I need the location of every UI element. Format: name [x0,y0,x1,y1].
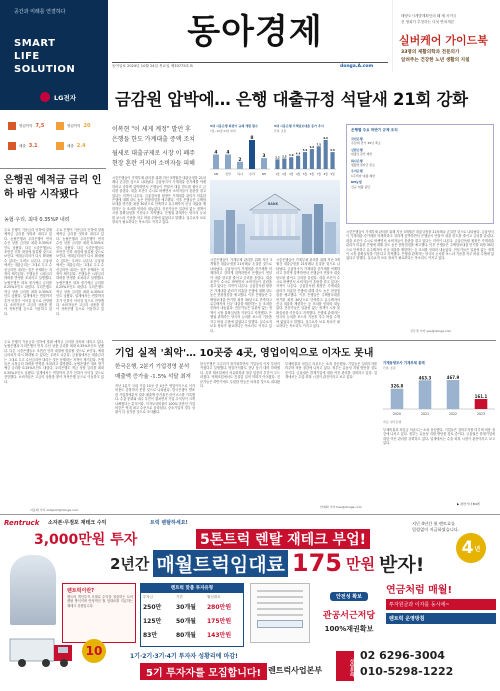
big-banner [110,549,450,577]
lead-body: 시중은행들이 가계부채 관리를 위해 지난 3개월간 대출규정을 21차례나 손질한 것으로 나타났다. 금융당국이 가계대출 증가세를 억제하라고 강하게 압박하면서 은행들이 연달아 대출 한도를 줄이고 금리를 올렸다. 대출 조건이 수시로 바뀌면서 소비자들이 혼란을 겪고 있다는 지적이 나온다. 금융감독원 원장은 가계대출 관리가 미흡한 은행에 대해 강도 높은 현장점검을 예고했다. 이후 은행들은 주택담보대출 만기를 최장 30년으로 단축하고 유주택자의 신규 대출을 제한하는 등 조치를 잇따라 내놓았다. 전문가들은 일관성 없는 정책이 시장 불확실성을 키운다고 지적했다. 은행권 관계자는 당국의 눈치를 보느라 기준을 자주 바꿀 수밖에 없었다고 말했다. 실수요자 보호 장치가 필요하다는 목소리도 커지고 있다. [112,176,206,225]
left-col-rule [0,168,106,169]
regulation-box [346,124,494,224]
tick-label: 하나 [237,172,243,176]
intro-title: 렌트럭이란? [67,588,95,594]
tick-label: 3월 [289,173,294,176]
contract-document-icon [250,583,310,643]
city-skyline-icon [210,180,340,254]
bar [317,146,321,169]
regulation-item: 생활안정자금 한도 [351,163,376,168]
stat-4-value: 2.4 [76,143,86,149]
dates-line: 1기·2기·3기·4기 투자자 성황리에 마감! [130,653,238,660]
fee-cell: 125만 [143,618,162,625]
fee-cell: 250만 [143,604,162,611]
stat-1-label: 영업이익 [19,123,33,128]
tick-label: NH [261,172,267,176]
fee-header: 월임대료 [207,595,221,599]
tick-label: KB [213,172,219,176]
fee-cell: 30개월 [176,604,196,611]
spokesperson-photo [10,555,56,625]
lead-byline: 신무경 기자 yes@donga.com [410,329,452,333]
chart3-note: 부채비율과 차입금 의존도는 소폭 상승했다. 기업들은 설비투자를 미루며 비용 절감에 나서고 있다. 정부는 유동성 지원 방안을 검토 중이다. 금융권은 한계기업에 대한 여신 관리를 강화하고 있다. 업계에서는 수출 회복 시점이 관건이라고 보고 있다. [383,428,495,446]
safety-title: 안전성 확보 [330,592,368,601]
second-byline: 한재희 기자 hee@donga.com [320,505,362,509]
regulation-item: 신규 대출 중단 [351,184,371,189]
data-label: 5.6 [302,149,308,153]
fee-row [143,602,241,611]
bar [310,149,314,169]
masthead-site[interactable]: donga.A.com [340,64,374,69]
chart2 [274,124,336,176]
tick-label: 9월 [330,173,335,176]
lg-ad[interactable] [0,0,108,166]
fee-title: 렌트럭 맞춤 투자유형 [141,584,243,593]
lead-sub-3: 월세로 대출규제로 시장 이 폐주 [112,150,195,157]
stat-1 [8,118,52,134]
chart1-subtitle: 7월~10월 23일 현재 [210,129,236,133]
lg-logo-icon [40,92,50,102]
data-label: 2 [238,157,242,163]
call-button[interactable]: 상담문의 [336,651,354,681]
tick-label: 2022 [448,412,458,416]
regulation-box-title: 은행별 주요 하반기 규제 조치 [351,128,398,132]
lead-sub-1: 이복현 "이 세게 계정" 발언 후 [112,126,191,133]
masthead-title[interactable]: 동아경제 [187,12,323,52]
lg-ad-line-2: LIFE [14,51,40,62]
phone-2[interactable]: 010-5298-1222 [360,665,454,678]
lead-headline[interactable]: 금감원 압박에… 은행 대출규정 석달새 21회 강화 [115,90,468,109]
lg-ad-line-3: SOLUTION [14,64,76,75]
truck-icon [8,633,78,669]
second-headline[interactable]: 기업 실적 '최악'… 10곳중 4곳, 영업이익으로 이자도 못내 [115,348,374,359]
bar [261,158,267,169]
safety-line-1: 관공서근저당 [322,611,376,621]
tick-label: 7월 [316,173,321,176]
chart1 [210,124,270,176]
big-mid: 매월트럭임대료 [153,550,287,577]
silver-ad-small-1: 태양도시개발계획인의 왜 제 서거국 [401,14,457,18]
fee-cell: 143만원 [207,632,232,639]
regulation-item: 하나은행 [351,158,363,163]
stat-4 [56,138,102,154]
silver-ad-small-2: 전 영희가 추천하는 다섯 반치개론 [401,20,455,24]
intro-text: 렌트럭 개인투자 모델로 수익을 창출하는 트럭 렌탈 방식이며 안정적인 월 임대료를 지급하는 재테크 상품입니다. [67,595,133,608]
big-unit: 만원 [346,554,375,573]
bar [296,156,300,169]
data-label: 4 [226,150,230,156]
second-body-2: 한국은행은 고금리가 장기화하면서 기업들의 이자 부담이 커졌다고 설명했다. 영업이익률도 전년 동기 대비 하락했다. 특히 제조업에서 석유화학과 철강 업종의 부진이 두드러졌다. 비제조업에서도 건설업 실적 악화가 이어졌다. 전문가들은 하반기에도 뚜렷한 반등은 어려울 것으로 내다봤다. [200,362,280,389]
silver-ad-line-2: 알려주는 건강한 노년 생활의 지침 [401,58,470,63]
bar [225,155,231,170]
chart2-title: 5대 시중은행 주택담보대출 증가 추이 [274,124,324,128]
stat-1-value: 7,5 [35,123,45,129]
big-end: 받자! [379,553,425,576]
lg-ad-tagline: 공간과 미래를 연결하다 [14,9,66,15]
tick-label: 6월 [309,173,314,176]
bar [275,159,279,169]
bar [282,158,286,169]
chart3-caption: 자료: 한국은행 [383,420,402,424]
silver-ad[interactable] [392,0,500,72]
company-name: 렌트럭사업본부 [268,666,323,675]
rentruck-logo: Rentruck [4,519,40,527]
bar [391,389,404,409]
regulation-item: 1주택자 대출 제한 [351,173,376,178]
masthead-meta: 동아일보 2024년 10월 24일 목요일 제33775호 B [112,64,193,68]
regulation-item: 대출모집인 제한 [351,152,373,157]
tick-label: 우리 [249,172,255,176]
bar [237,162,243,169]
phone-1[interactable]: 02 6296-3004 [360,649,445,662]
left-col-body-2: 주요 은행이 기준금리 인하에 맞춰 예적금 금리를 잇따라 내리고 있다. 농협은행과 우리은행이 먼저 수신 상품 금리를 최대 0.35%포인트 낮췄다. 다른 시중은행들도 조만간 인하 대열에 합류할 것으로 보인다. 예대금리차가 다시 확대될 수 있다는 우려도 나온다. 금융권에서는 대출금리는 그대로 두고 수신금리만 내리는 것은 문제라는 지적이 제기된다. 은행들은 시장금리 하락을 반영한 조치라고 설명했다. 농협은행은 대표 정기예금 금리를 0.25%포인트 내렸다. 우리은행도 적금 상품 금리를 최대 0.35%포인트 낮췄다. 업계에서는 연말까지 추가 인하가 이어질 것으로 전망했다. 소비자들은 고금리 상품을 찾아 저축은행 등으로 이동하고 있다. [56,228,104,316]
lead-sub-4: 현장 혼란 커지며 소비자들 피해 [112,160,195,167]
second-body-1: 지난 2분기 국내 기업 10곳 중 4곳은 영업이익으로 이자비용도 감당하지 못한 것으로 나타났다. 한국은행이 발표한 기업경영분석 결과 매출액 증가율은 마이너스를 기록했다. 수출 둔화와 내수 부진이 겹치면서 기업 수익성이 크게 나빠졌다는 분석이다. 이자보상비율이 100% 미만인 기업 비중은 역대 최고 수준으로 올라섰다. 중소기업의 경우 상황이 더 심각한 것으로 조사됐다. [115,384,195,415]
data-label: 3.5 [282,155,287,159]
left-col-byline: 이윤태 기자 oldsport@donga.com [30,508,79,512]
data-label: 6.6 [309,146,315,150]
fee-table [140,583,244,647]
rentruck-tag-2: 트럭 렌탈하세요! [150,520,188,526]
fee-cell: 280만원 [207,604,232,611]
chart3 [383,360,495,510]
fee-cell: 83만 [143,632,158,639]
data-label: 326.8 [390,383,404,389]
stat-2 [8,138,52,154]
regulation-item: 국민은행 [351,137,363,141]
second-body-3: 부채비율과 차입금 의존도는 소폭 상승했다. 기업들은 설비투자를 미루며 비용 절감에 나서고 있다. 정부는 유동성 지원 방안을 검토 중이다. 금융권은 한계기업에 대한 여신 관리를 강화하고 있다. 업계에서는 수출 회복 시점이 관건이라고 보고 있다. [285,362,377,380]
chart3-title: 가계동향조사 가계부채 총액 [383,361,425,365]
rentruck-headline-1: 3,000만원 투자 [34,532,138,548]
rentruck-ad[interactable] [0,514,500,691]
data-label: 3 [262,154,266,160]
bar [419,380,432,409]
tick-label: 8월 [323,173,328,176]
lead-sub-2: 은행들 한도 가계대출 증액 조치 [112,136,195,143]
stat-4-label: 매출 [67,143,74,148]
years-badge [456,533,486,563]
second-sub-1: 한국은행, 2분기 기업경영 분석 [115,364,190,370]
tick-label: 2월 [282,173,287,176]
chart3-svg [383,374,495,416]
bar [303,152,307,169]
right-promo [386,581,496,641]
recruit-banner: 5기 투자자를 모집합니다! [140,663,267,680]
left-col-body: 주요 은행이 기준금리 인하에 맞춰 예적금 금리를 잇따라 내리고 있다. 농협은행과 우리은행이 먼저 수신 상품 금리를 최대 0.35%포인트 낮췄다. 다른 시중은행들도 조만간 인하 대열에 합류할 것으로 보인다. 예대금리차가 다시 확대될 수 있다는 우려도 나온다. 금융권에서는 대출금리는 그대로 두고 수신금리만 내리는 것은 문제라는 지적이 제기된다. 은행들은 시장금리 하락을 반영한 조치라고 설명했다. 농협은행은 대표 정기예금 금리를 0.25%포인트 내렸다. 우리은행도 적금 상품 금리를 최대 0.35%포인트 낮췄다. 업계에서는 연말까지 추가 인하가 이어질 것으로 전망했다. 소비자들은 고금리 상품을 찾아 저축은행 등으로 이동하고 있다. [4,228,52,316]
second-rule [112,340,496,341]
masthead-rule [112,62,388,63]
tick-label: 5월 [302,173,308,176]
rentruck-right-top-1: 지난 4년간 월 렌트료를 [412,521,456,526]
data-label: 3.2 [275,156,280,160]
regulation-item: 우리은행 [351,169,363,174]
tick-label: 신한 [225,172,231,176]
chart1-svg [210,134,270,176]
lead-body-4: 시중은행들이 가계부채 관리를 위해 지난 3개월간 대출규정을 21차례나 손질한 것으로 나타났다. 금융당국이 가계대출 증가세를 억제하라고 강하게 압박하면서 은행들이 연달아 대출 한도를 줄이고 금리를 올렸다. 대출 조건이 수시로 바뀌면서 소비자들이 혼란을 겪고 있다는 지적이 나온다. 금융감독원 원장은 가계대출 관리가 미흡한 은행에 대해 강도 높은 현장점검을 예고했다. 이후 은행들은 주택담보대출 만기를 최장 30년으로 단축하고 유주택자의 신규 대출을 제한하는 등 조치를 잇따라 내놓았다. 전문가들은 일관성 없는 정책이 시장 불확실성을 키운다고 지적했다. 은행권 관계자는 당국의 눈치를 보느라 기준을 자주 바꿀 수밖에 없었다고 말했다. 실수요자 보호 장치가 필요하다는 목소리도 커지고 있다. [346,230,494,261]
stat-3 [56,118,102,134]
silver-ad-line-1: 33명의 재활의학과 전문의가 [401,50,460,55]
tick-label: 2021 [420,412,430,416]
regulation-item: 신한은행 [351,147,363,152]
safety-box [316,583,382,643]
round-badge: 10 [82,639,106,663]
right-promo-1: 연금처럼 매월! [386,585,453,596]
bar [249,140,255,169]
bar [213,155,219,170]
tick-label: 2023 [476,412,486,416]
chart1-title: 5대 시중은행 하반기 규제 개편 횟수 [210,124,258,128]
big-num: 175 [291,549,343,577]
bank-label: BANK [268,202,279,206]
data-label: 4.4 [295,152,301,156]
rentruck-right-top-2: 밀림없이 지급하였습니다. [412,527,460,532]
bar [447,380,460,409]
data-label: 7.5 [316,143,322,147]
fee-row [143,630,241,639]
years-badge-unit: 년 [474,545,481,553]
silver-ad-headline: 실버케어 가이드북 [399,34,488,47]
stat-3-value: 20 [83,123,91,129]
rentruck-tag-1: 소자본·무점포 재테크 수익 [48,520,107,526]
tick-label: 2020 [392,412,402,416]
data-label: 9.6 [323,137,328,140]
stat-2-value: 3.1 [28,143,38,149]
lg-ad-brand: LG전자 [54,94,77,102]
safety-line-2: 100%재권확보 [324,625,374,633]
data-label: 5.6 [330,149,335,153]
data-label: 8 [250,136,254,141]
chart2-subtitle: 단위: 조원 [274,129,287,133]
lg-ad-line-1: SMART [14,38,56,49]
regulation-list [351,137,489,189]
data-label: 4 [214,150,218,156]
lead-body-2: 시중은행들이 가계부채 관리를 위해 지난 3개월간 대출규정을 21차례나 손질한 것으로 나타났다. 금융당국이 가계대출 증가세를 억제하라고 강하게 압박하면서 은행들이 연달아 대출 한도를 줄이고 금리를 올렸다. 대출 조건이 수시로 바뀌면서 소비자들이 혼란을 겪고 있다는 지적이 나온다. 금융감독원 원장은 가계대출 관리가 미흡한 은행에 대해 강도 높은 현장점검을 예고했다. 이후 은행들은 주택담보대출 만기를 최장 30년으로 단축하고 유주택자의 신규 대출을 제한하는 등 조치를 잇따라 내놓았다. 전문가들은 일관성 없는 정책이 시장 불확실성을 키운다고 지적했다. 은행권 관계자는 당국의 눈치를 보느라 기준을 자주 바꿀 수밖에 없었다고 말했다. 실수요자 보호 장치가 필요하다는 목소리도 커지고 있다. [210,258,272,333]
fee-row [143,616,241,625]
bar [330,152,334,169]
bank-illustration [210,180,340,254]
data-label: 467.9 [446,375,460,380]
left-col-body-3: 주요 은행이 기준금리 인하에 맞춰 예적금 금리를 잇따라 내리고 있다. 농협은행과 우리은행이 먼저 수신 상품 금리를 최대 0.35%포인트 낮췄다. 다른 시중은행들도 조만간 인하 대열에 합류할 것으로 보인다. 예대금리차가 다시 확대될 수 있다는 우려도 나온다. 금융권에서는 대출금리는 그대로 두고 수신금리만 내리는 것은 문제라는 지적이 제기된다. 은행들은 시장금리 하락을 반영한 조치라고 설명했다. 농협은행은 대표 정기예금 금리를 0.25%포인트 내렸다. 우리은행도 적금 상품 금리를 최대 0.35%포인트 낮췄다. 업계에서는 연말까지 추가 인하가 이어질 것으로 전망했다. 소비자들은 고금리 상품을 찾아 저축은행 등으로 이동하고 있다. [4,340,104,384]
chart2-svg [274,134,336,176]
left-col-sub: 농협·우리, 최대 0.35%P 내려 [4,217,70,223]
data-label: 463.3 [418,375,432,381]
regulation-item: NH농협 [351,180,362,185]
right-promo-2: 투자원금과 이자를 동시에~ [386,599,496,610]
fee-header-row [143,595,241,600]
stat-2-label: 매출 [19,143,26,148]
bar [324,140,328,169]
fee-header: 투자금 [143,595,154,599]
left-col-headline[interactable]: 은행권 예적금 금리 인하 바람 시작됐다 [4,175,102,200]
lg-ad-stats [0,110,108,166]
lead-body-3: 시중은행들이 가계부채 관리를 위해 지난 3개월간 대출규정을 21차례나 손질한 것으로 나타났다. 금융당국이 가계대출 증가세를 억제하라고 강하게 압박하면서 은행들이 연달아 대출 한도를 줄이고 금리를 올렸다. 대출 조건이 수시로 바뀌면서 소비자들이 혼란을 겪고 있다는 지적이 나온다. 금융감독원 원장은 가계대출 관리가 미흡한 은행에 대해 강도 높은 현장점검을 예고했다. 이후 은행들은 주택담보대출 만기를 최장 30년으로 단축하고 유주택자의 신규 대출을 제한하는 등 조치를 잇따라 내놓았다. 전문가들은 일관성 없는 정책이 시장 불확실성을 키운다고 지적했다. 은행권 관계자는 당국의 눈치를 보느라 기준을 자주 바꿀 수밖에 없었다고 말했다. 실수요자 보호 장치가 필요하다는 목소리도 커지고 있다. [276,258,340,329]
data-label: 161.1 [474,394,488,400]
bar [475,399,488,409]
right-promo-3: 렌트럭 운영방침 [386,613,496,624]
regulation-item: 주담대 만기 30년 축소 [351,141,381,146]
big-left: 2년간 [110,554,150,573]
rentruck-headline-2: 5톤트럭 렌탈 재테크 부업! [196,529,370,549]
chart3-footer[interactable]: ▶ 관련기사 B4면 [457,502,480,506]
fee-header: 기간 [176,595,183,599]
fee-cell: 80개월 [176,632,196,639]
data-label: 3.9 [288,154,294,158]
fee-cell: 50개월 [176,618,196,625]
chart3-subtitle: 단위: 조원 [383,366,396,370]
second-sub-2: 매출액 증가율 -1.5% 석달 최저 [115,374,191,380]
fee-cell: 175만원 [207,618,232,625]
tick-label: 1월 [275,173,280,176]
stat-3-label: 영업이익 [67,123,81,128]
bar [289,157,293,169]
tick-label: 4월 [296,173,301,176]
years-badge-number: 4 [461,538,474,558]
